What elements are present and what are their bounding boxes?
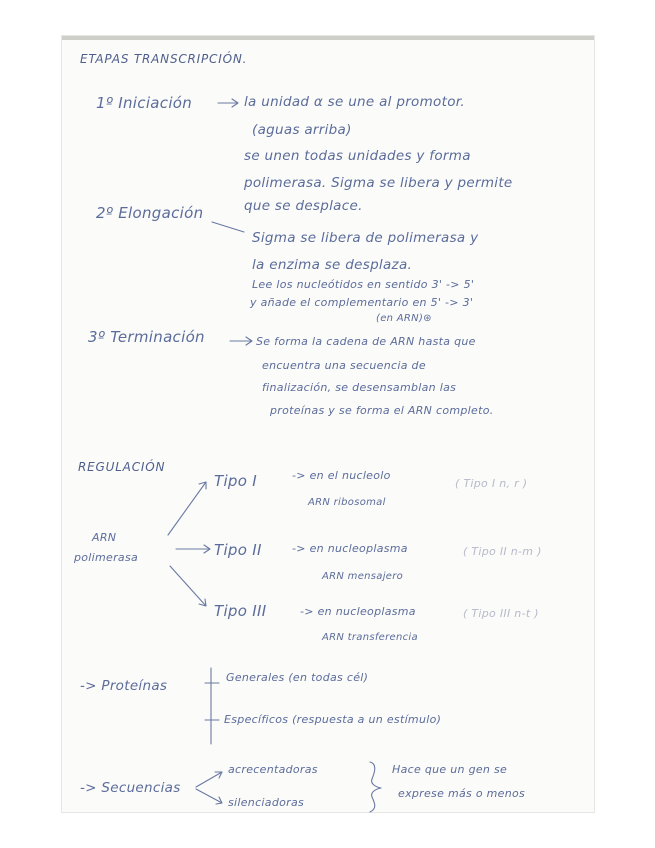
stage-2-line-1: Sigma se libera de polimerasa y: [252, 230, 479, 246]
tipo-2-nota: ( Tipo II n-m ): [463, 545, 542, 558]
secuencias-label: -> Secuencias: [80, 780, 181, 796]
secuencia-silenciadoras: silenciadoras: [228, 796, 305, 809]
stage-3-line-2: encuentra una secuencia de: [262, 359, 426, 372]
secuencia-acrecentadoras: acrecentadoras: [228, 763, 318, 776]
page-title: ETAPAS TRANSCRIPCIÓN.: [80, 52, 248, 66]
regulacion-heading: REGULACIÓN: [78, 460, 166, 474]
stage-1-line-5: que se desplace.: [244, 198, 363, 214]
branch-silenciadoras: [196, 789, 222, 804]
proteinas-especificos: Específicos (respuesta a un estímulo): [224, 713, 442, 726]
tipo-1-nota: ( Tipo I n, r ): [455, 477, 528, 490]
stage-3-line-1: Se forma la cadena de ARN hasta que: [256, 335, 476, 348]
tipo-1-arn: ARN ribosomal: [308, 497, 386, 508]
stage-3-label: 3º Terminación: [88, 328, 205, 346]
stage-2-label: 2º Elongación: [96, 204, 204, 222]
tipo-3-lugar: -> en nucleoplasma: [300, 605, 416, 618]
proteinas-generales: Generales (en todas cél): [226, 671, 369, 684]
arrow-elongacion: [212, 222, 244, 232]
branch-acrecentadoras: [196, 772, 222, 787]
branch-tipo-1: [168, 482, 206, 535]
tipo-3-arn: ARN transferencia: [322, 632, 418, 643]
proteinas-label: -> Proteínas: [80, 678, 168, 694]
stage-2-line-4: y añade el complementario en 5' -> 3': [250, 296, 474, 309]
stage-1-line-2: (aguas arriba): [252, 122, 352, 138]
arrow-terminacion: [230, 337, 252, 345]
stage-1-line-3: se unen todas unidades y forma: [244, 148, 471, 164]
secuencias-nota-line-2: exprese más o menos: [398, 787, 526, 800]
stage-1-label: 1º Iniciación: [96, 94, 193, 112]
branch-tipo-2: [176, 545, 210, 553]
arn-polimerasa-line-2: polimerasa: [74, 551, 139, 564]
stage-3-line-3: finalización, se desensamblan las: [262, 381, 457, 394]
bracket-proteinas: [205, 668, 219, 744]
tipo-2-arn: ARN mensajero: [322, 571, 404, 582]
brace: [370, 762, 381, 812]
stage-2-line-2: la enzima se desplaza.: [252, 257, 413, 273]
branch-tipo-3: [170, 566, 206, 606]
stage-2-line-3: Lee los nucleótidos en sentido 3' -> 5': [252, 278, 475, 291]
stage-3-line-4: proteínas y se forma el ARN completo.: [270, 404, 494, 417]
tipo-1-lugar: -> en el nucleolo: [292, 469, 391, 482]
tipo-3-nota: ( Tipo III n-t ): [463, 607, 539, 620]
tipo-2-label: Tipo II: [214, 541, 262, 559]
stage-1-line-4: polimerasa. Sigma se libera y permite: [244, 175, 513, 191]
tipo-3-label: Tipo III: [214, 602, 267, 620]
stage-2-line-5: (en ARN)⊛: [376, 313, 432, 324]
arrow-iniciacion: [218, 99, 238, 107]
secuencias-nota-line-1: Hace que un gen se: [392, 763, 508, 776]
tipo-1-label: Tipo I: [214, 472, 258, 490]
arn-polimerasa-line-1: ARN: [92, 531, 117, 544]
tipo-2-lugar: -> en nucleoplasma: [292, 542, 408, 555]
stage-1-line-1: la unidad α se une al promotor.: [244, 94, 465, 110]
